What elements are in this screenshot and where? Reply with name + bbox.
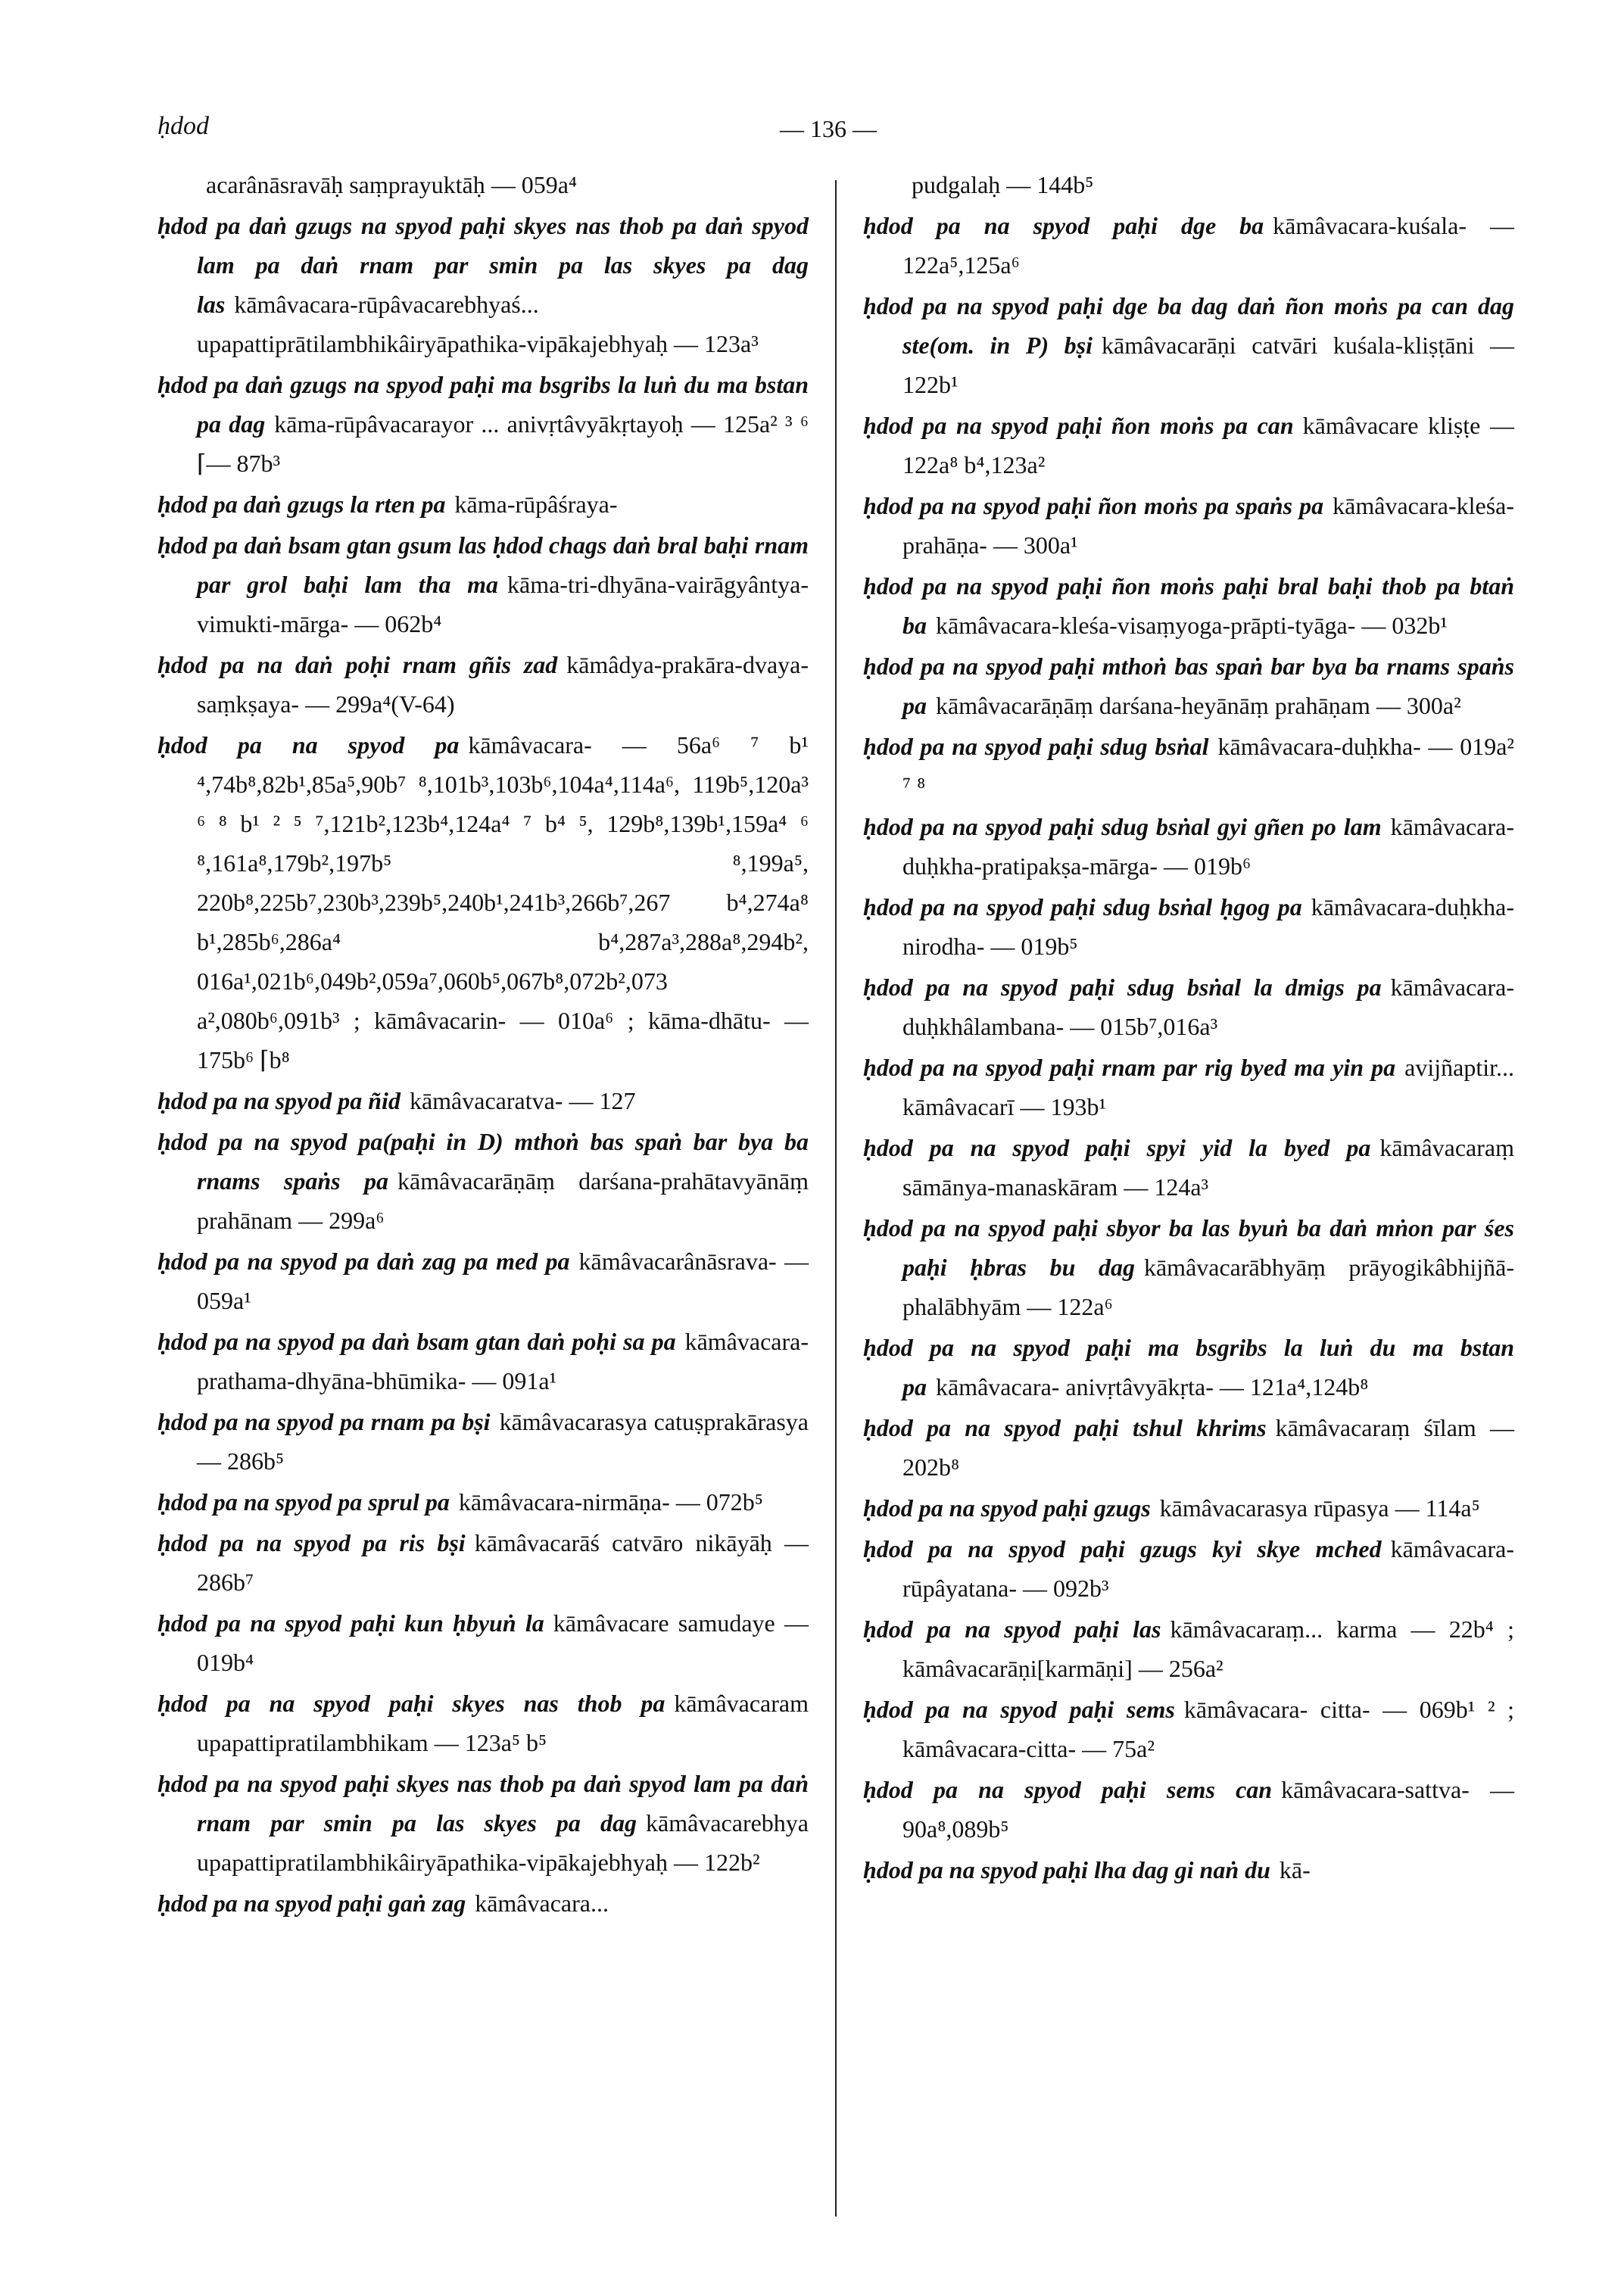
- dictionary-entry: [157, 206, 809, 363]
- tibetan-headword: ḥdod pa na spyod paḥi ñon moṅs pa spaṅs pa: [863, 492, 1324, 519]
- dictionary-entry: [157, 1402, 809, 1481]
- tibetan-headword: ḥdod pa na spyod paḥi gzugs: [863, 1494, 1151, 1522]
- dictionary-entry: [863, 165, 1514, 204]
- tibetan-headword: ḥdod pa na spyod paḥi ñon moṅs paḥi bral baḥi thob pa btaṅ ba: [863, 572, 1514, 639]
- tibetan-headword: ḥdod pa na spyod pa daṅ bsam gtan daṅ poḥi sa pa: [157, 1328, 676, 1355]
- sanskrit-gloss: kāmâvacara...: [475, 1890, 609, 1917]
- sanskrit-gloss: kāmâvacaraṃ... karma — 22b⁴ ; kāmâvacarāṇi[karmāṇi] — 256a²: [902, 1615, 1515, 1682]
- dictionary-entry: [863, 1048, 1514, 1126]
- sanskrit-gloss: kāmâvacarebhya upapattipratilambhikâiryāpathika-vipākajebhyaḥ — 122b²: [197, 1809, 809, 1876]
- tibetan-headword: ḥdod pa na spyod paḥi dge ba dag daṅ ñon moṅs pa can dag ste(om. in P) bṣi: [863, 292, 1514, 359]
- sanskrit-gloss: avijñaptir... kāmâvacarī — 193b¹: [902, 1054, 1514, 1120]
- dictionary-entry: [863, 1529, 1514, 1608]
- sanskrit-gloss: kāmâvacara-sattva- — 90a⁸,089b⁵: [902, 1776, 1515, 1843]
- tibetan-headword: ḥdod pa daṅ bsam gtan gsum las ḥdod chags daṅ bral baḥi rnam par grol baḥi lam tha ma: [157, 531, 809, 598]
- dictionary-entry: [157, 1883, 809, 1923]
- sanskrit-gloss: kāma-rūpâvacarayor ... anivṛtâvyākṛtayoḥ — 125a² ³ ⁶ ⌈— 87b³: [197, 410, 809, 477]
- dictionary-entry: [863, 1770, 1514, 1849]
- tibetan-headword: ḥdod pa na spyod pa daṅ zag pa med pa: [157, 1248, 570, 1275]
- dictionary-entry: [863, 967, 1514, 1046]
- tibetan-headword: ḥdod pa daṅ gzugs la rten pa: [157, 491, 446, 518]
- sanskrit-gloss: kāmâvacaraṃ śīlam — 202b⁸: [902, 1414, 1515, 1481]
- sanskrit-gloss: kāma-rūpâśraya-: [454, 491, 618, 518]
- dictionary-entry: [157, 165, 809, 204]
- sanskrit-gloss: kāmâvacarânāsrava- — 059a¹: [197, 1248, 809, 1314]
- dictionary-entry: [157, 1242, 809, 1320]
- tibetan-headword: ḥdod pa na spyod paḥi spyi yid la byed pa: [863, 1134, 1371, 1161]
- running-head: ḥdod: [157, 112, 209, 140]
- dictionary-entry: [863, 406, 1514, 484]
- tibetan-headword: ḥdod pa na spyod paḥi sdug bsṅal la dmigs pa: [863, 974, 1382, 1001]
- tibetan-headword: ḥdod pa na spyod paḥi sdug bsṅal gyi gñen po lam: [863, 813, 1382, 840]
- tibetan-headword: ḥdod pa na spyod paḥi dge ba: [863, 212, 1264, 239]
- tibetan-headword: ḥdod pa na spyod paḥi kun ḥbyuṅ la: [157, 1609, 544, 1637]
- dictionary-entry: [157, 1081, 809, 1120]
- tibetan-headword: ḥdod pa na spyod paḥi sems: [863, 1696, 1175, 1723]
- tibetan-headword: ḥdod pa na spyod paḥi las: [863, 1615, 1161, 1643]
- sanskrit-gloss: kāmâvacara-nirmāṇa- — 072b⁵: [458, 1488, 763, 1516]
- right-column: [863, 165, 1514, 1891]
- dictionary-entry: [863, 1328, 1514, 1407]
- sanskrit-gloss: kāmâvacaram upapattipratilambhikam — 123a⁵ b⁵: [197, 1690, 809, 1756]
- sanskrit-gloss: kā-: [1279, 1856, 1311, 1883]
- dictionary-entry: [863, 727, 1514, 805]
- tibetan-headword: ḥdod pa daṅ gzugs na spyod paḥi skyes nas thob pa daṅ spyod lam pa daṅ rnam par smin pa las skyes pa dag las: [157, 212, 809, 318]
- sanskrit-gloss: kāmâvacara-duḥkha-pratipakṣa-mārga- — 019b⁶: [902, 813, 1514, 880]
- dictionary-entry: [157, 1322, 809, 1400]
- tibetan-headword: ḥdod pa na daṅ poḥi rnam gñis zad: [157, 651, 558, 678]
- dictionary-entry: [863, 1208, 1514, 1326]
- dictionary-entry: [157, 1482, 809, 1522]
- sanskrit-gloss: kāmâvacara-duḥkha- — 019a² ⁷ ⁸: [902, 733, 1515, 799]
- tibetan-headword: ḥdod pa na spyod pa(paḥi in D) mthoṅ bas spaṅ bar bya ba rnams spaṅs pa: [157, 1128, 809, 1195]
- sanskrit-gloss: kāmâvacarāṇāṃ darśana-prahātavyānāṃ prahānam — 299a⁶: [197, 1167, 809, 1234]
- tibetan-headword: ḥdod pa na spyod pa sprul pa: [157, 1488, 450, 1516]
- tibetan-headword: ḥdod pa na spyod paḥi rnam par rig byed ma yin pa: [863, 1054, 1396, 1081]
- dictionary-entry: [157, 484, 809, 524]
- sanskrit-gloss: kāmâvacarābhyāṃ prāyogikâbhijñā-phalābhyām — 122a⁶: [902, 1254, 1515, 1320]
- tibetan-headword: ḥdod pa na spyod paḥi sdug bsṅal: [863, 733, 1209, 760]
- dictionary-entry: [863, 206, 1514, 285]
- dictionary-entry: [863, 1128, 1514, 1207]
- dictionary-entry: [157, 1603, 809, 1682]
- tibetan-headword: ḥdod pa na spyod paḥi ma bsgribs la luṅ du ma bstan pa: [863, 1334, 1514, 1400]
- tibetan-headword: ḥdod pa na spyod paḥi gzugs kyi skye mched: [863, 1535, 1382, 1562]
- dictionary-entry: [863, 566, 1514, 645]
- sanskrit-gloss: kāmâvacara-rūpâvacarebhyaś... upapattiprātilambhikâiryāpathika-vipākajebhyaḥ — 123a³: [197, 291, 759, 357]
- sanskrit-gloss: kāmâvacara- — 56a⁶ ⁷ b¹ ⁴,74b⁸,82b¹,85a⁵,90b⁷ ⁸,101b³,103b⁶,104a⁴,114a⁶, 119b⁵,120a³ ⁶ ⁸ b¹ ² ⁵ ⁷,121b²,123b⁴,124a⁴ ⁷ b⁴ ⁵, 129b⁸,139b¹,159a⁴ ⁶ ⁸,161a⁸,179b²,197b⁵ ⁸,199a⁵, 220b⁸,225b⁷,230b³,239b⁵,240b¹,241b³,266b⁷,267 b⁴,274a⁸ b¹,285b⁶,286a⁴ b⁴,287a³,288a⁸,294b², 016a¹,021b⁶,049b²,059a⁷,060b⁵,067b⁸,072b²,073 a²,080b⁶,091b³ ; kāmâvacarin- — 010a⁶ ; kāma-dhātu- — 175b⁶ ⌈b⁸: [197, 731, 809, 1073]
- tibetan-headword: ḥdod pa na spyod paḥi ñon moṅs pa can: [863, 412, 1294, 439]
- dictionary-entry: [863, 1609, 1514, 1688]
- dictionary-entry: [863, 887, 1514, 966]
- dictionary-entry: [157, 1523, 809, 1602]
- dictionary-entry: [863, 807, 1514, 886]
- sanskrit-gloss: kāmâvacara-kuśala- — 122a⁵,125a⁶: [902, 212, 1515, 279]
- dictionary-entry: [863, 1850, 1514, 1890]
- dictionary-entry: [157, 525, 809, 643]
- tibetan-headword: ḥdod pa na spyod pa: [157, 731, 460, 759]
- sanskrit-gloss: kāmâvacara- anivṛtâvyākṛta- — 121a⁴,124b⁸: [936, 1373, 1369, 1400]
- dictionary-entry: [863, 486, 1514, 565]
- left-column: [157, 165, 809, 1924]
- sanskrit-gloss: kāma-tri-dhyāna-vairāgyântya-vimukti-mārga- — 062b⁴: [197, 571, 809, 637]
- dictionary-entry: [157, 645, 809, 724]
- sanskrit-gloss: pudgalaḥ — 144b⁵: [912, 171, 1094, 198]
- dictionary-entry: [863, 646, 1514, 725]
- sanskrit-gloss: kāmâvacara- citta- — 069b¹ ² ; kāmâvacara-citta- — 75a²: [902, 1696, 1515, 1762]
- tibetan-headword: ḥdod pa na spyod paḥi skyes nas thob pa: [157, 1690, 665, 1717]
- tibetan-headword: ḥdod pa na spyod paḥi mthoṅ bas spaṅ bar bya ba rnams spaṅs pa: [863, 653, 1514, 719]
- sanskrit-gloss: kāmâvacarāś catvāro nikāyāḥ — 286b⁷: [197, 1529, 809, 1596]
- dictionary-entry: [863, 1408, 1514, 1487]
- dictionary-entry: [157, 1764, 809, 1882]
- tibetan-headword: ḥdod pa na spyod paḥi sdug bsṅal ḥgog pa: [863, 893, 1302, 921]
- sanskrit-gloss: kāmâvacara-rūpâyatana- — 092b³: [902, 1535, 1514, 1602]
- sanskrit-gloss: kāmâvacara-prathama-dhyāna-bhūmika- — 091a¹: [197, 1328, 809, 1394]
- sanskrit-gloss: kāmâvacarāṇi catvāri kuśala-kliṣṭāni — 122b¹: [902, 332, 1514, 398]
- sanskrit-gloss: kāmâvacara-kleśa-visaṃyoga-prāpti-tyāga- — 032b¹: [936, 612, 1448, 639]
- tibetan-headword: ḥdod pa na spyod pa ñid: [157, 1087, 401, 1114]
- tibetan-headword: ḥdod pa na spyod paḥi gaṅ zag: [157, 1890, 466, 1917]
- tibetan-headword: ḥdod pa na spyod paḥi sems can: [863, 1776, 1273, 1803]
- sanskrit-gloss: kāmâvacare kliṣṭe — 122a⁸ b⁴,123a²: [902, 412, 1515, 478]
- sanskrit-gloss: kāmâvacaratva- — 127: [409, 1087, 636, 1114]
- sanskrit-gloss: kāmâdya-prakāra-dvaya-saṃkṣaya- — 299a⁴(V-64): [197, 651, 809, 718]
- tibetan-headword: ḥdod pa na spyod paḥi tshul khrims: [863, 1414, 1267, 1441]
- dictionary-entry: [863, 1488, 1514, 1528]
- sanskrit-gloss: kāmâvacarasya rūpasya — 114a⁵: [1159, 1494, 1480, 1522]
- tibetan-headword: ḥdod pa na spyod paḥi skyes nas thob pa daṅ spyod lam pa daṅ rnam par smin pa las skyes pa dag: [157, 1770, 809, 1837]
- tibetan-headword: ḥdod pa na spyod pa ris bṣi: [157, 1529, 466, 1556]
- tibetan-headword: ḥdod pa na spyod paḥi lha dag gi naṅ du: [863, 1856, 1270, 1883]
- dictionary-entry: [157, 365, 809, 483]
- dictionary-entry: [863, 1690, 1514, 1768]
- sanskrit-gloss: kāmâvacarasya catuṣprakārasya — 286b⁵: [197, 1408, 809, 1475]
- sanskrit-gloss: kāmâvacarāṇāṃ darśana-heyānāṃ prahāṇam — 300a²: [936, 692, 1461, 719]
- column-divider: [835, 180, 837, 2217]
- sanskrit-gloss: acarânāsravāḥ saṃprayuktāḥ — 059a⁴: [206, 171, 578, 198]
- tibetan-headword: ḥdod pa na spyod paḥi sbyor ba las byuṅ ba daṅ mṅon par śes paḥi ḥbras bu dag: [863, 1214, 1514, 1281]
- sanskrit-gloss: kāmâvacara-duḥkhâlambana- — 015b⁷,016a³: [902, 974, 1514, 1040]
- dictionary-entry: [157, 725, 809, 1080]
- tibetan-headword: ḥdod pa na spyod pa rnam pa bṣi: [157, 1408, 491, 1435]
- sanskrit-gloss: kāmâvacara-duḥkha-nirodha- — 019b⁵: [902, 893, 1514, 960]
- dictionary-entry: [863, 286, 1514, 404]
- tibetan-headword: ḥdod pa daṅ gzugs na spyod paḥi ma bsgribs la luṅ du ma bstan pa dag: [157, 371, 809, 438]
- sanskrit-gloss: kāmâvacaraṃ sāmānya-manaskāram — 124a³: [902, 1134, 1514, 1201]
- page-number: — 136 —: [780, 115, 877, 142]
- sanskrit-gloss: kāmâvacare samudaye — 019b⁴: [197, 1609, 809, 1676]
- dictionary-entry: [157, 1122, 809, 1240]
- dictionary-entry: [157, 1684, 809, 1762]
- sanskrit-gloss: kāmâvacara-kleśa-prahāṇa- — 300a¹: [902, 492, 1514, 559]
